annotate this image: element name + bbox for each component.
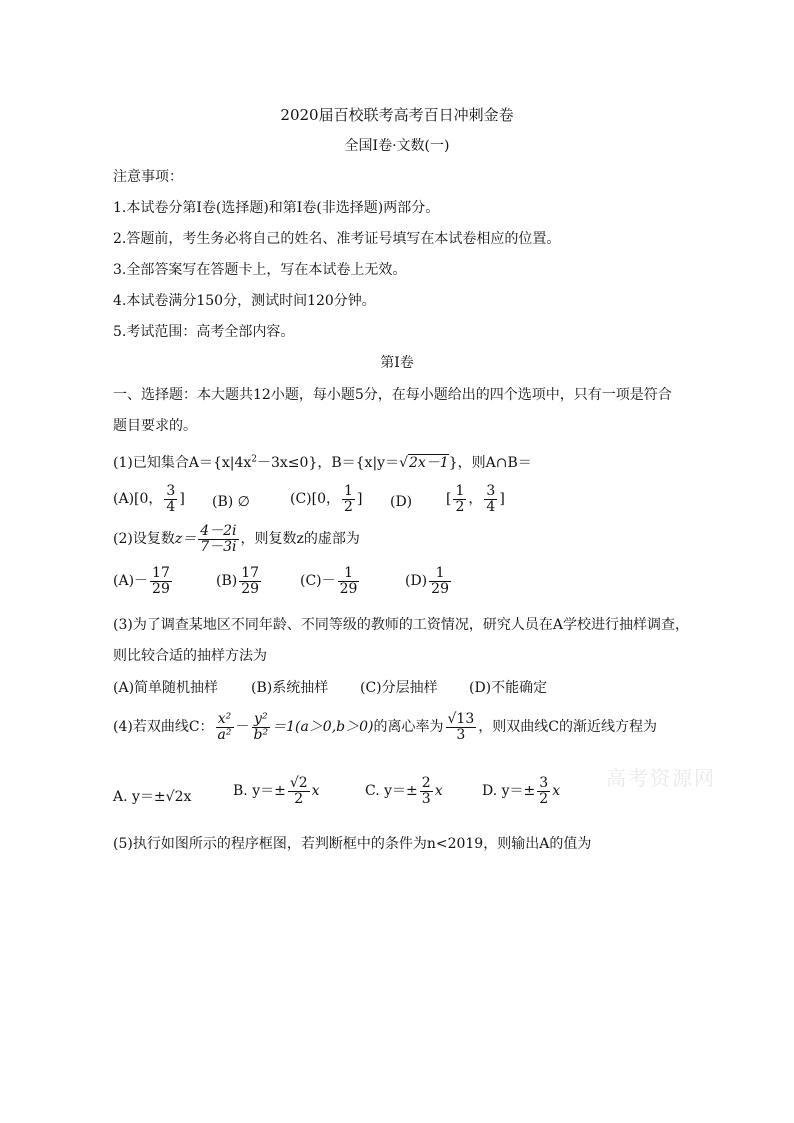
q1-option-b: (B) ∅ (212, 494, 250, 510)
q2-option-c (300, 566, 361, 596)
q1-radicand: 2x－1 (409, 455, 449, 471)
frac-num: √13 (447, 711, 475, 727)
fraction (164, 484, 177, 514)
q2-option-b-pre: (B) (216, 573, 238, 590)
fraction (484, 484, 497, 514)
q1-option-d (446, 484, 505, 514)
section-intro-cont: 题目要求的。 (113, 418, 197, 434)
q2-var: z＝ (174, 531, 197, 548)
q4-option-a: A. y＝±√2x (113, 789, 192, 805)
section-title: 第I卷 (380, 355, 414, 371)
notice-heading: 注意事项： (113, 169, 183, 185)
frac-num: 2 (421, 775, 431, 791)
q1-exponent: 2 (251, 454, 257, 465)
q1-option-c-pre: (C)[0， (290, 491, 341, 508)
question-3-stem: (3)为了调查某地区不同年龄、不同等级的教师的工资情况，研究人员在A学校进行抽样调查， (113, 617, 689, 633)
q4-option-b-post: x (311, 783, 320, 800)
frac-num: 1 (435, 565, 445, 581)
q4-option-c-pre: C. y＝± (365, 783, 418, 800)
q4-option-c-post: x (434, 783, 443, 800)
q4-text-b: 的离心率为 (373, 719, 444, 736)
q4-option-d (482, 776, 560, 806)
frac-den: 7－3i (200, 538, 237, 555)
fraction (342, 484, 355, 514)
frac-num: 17 (152, 565, 170, 581)
frac-num: 4－2i (200, 523, 237, 539)
notice-item: 5.考试范围：高考全部内容。 (113, 324, 295, 340)
fraction (216, 712, 234, 742)
notice-item: 3.全部答案写在答题卡上，写在本试卷上无效。 (113, 262, 407, 278)
frac-den: 29 (431, 580, 449, 597)
minus-sign: － (235, 719, 250, 736)
watermark: 高考资源网 (606, 766, 716, 790)
separator: ， (468, 491, 483, 508)
frac-num: y² (254, 711, 268, 727)
q1-text-a: (1)已知集合A＝{x|4x (113, 455, 252, 471)
fraction (198, 524, 238, 554)
fraction (252, 712, 271, 742)
question-1-stem (113, 452, 532, 472)
q3-option-c: (C)分层抽样 (360, 680, 438, 696)
q3-option-d: (D)不能确定 (469, 680, 548, 696)
q1-option-c (290, 484, 362, 514)
frac-den: 4 (166, 498, 176, 515)
q1-option-a-pre: (A)[0， (113, 491, 163, 508)
q1-text-c: }，则A∩B＝ (448, 455, 532, 471)
fraction (288, 776, 310, 806)
notice-item: 4.本试卷满分150分，测试时间120分钟。 (113, 293, 376, 309)
q4-option-b (233, 776, 320, 806)
q2-option-d-pre: (D) (405, 573, 428, 590)
frac-num: 1 (344, 565, 354, 581)
frac-num: 1 (344, 483, 353, 499)
question-5-stem: (5)执行如图所示的程序框图，若判断框中的条件为n<2019，则输出A的值为 (113, 836, 592, 852)
frac-num: 3 (539, 775, 549, 791)
frac-den: 2 (539, 790, 549, 807)
question-4-stem (113, 712, 657, 742)
frac-den: 29 (339, 580, 358, 597)
frac-den: 3 (421, 790, 431, 807)
q4-option-c (365, 776, 443, 806)
q1-option-d-pre: [ (446, 491, 452, 508)
frac-den: 2 (288, 791, 310, 807)
q2-option-c-pre: (C)－ (300, 573, 336, 590)
frac-den: 3 (446, 727, 477, 743)
q2-option-a (113, 566, 174, 596)
q2-option-a-pre: (A)－ (113, 573, 149, 590)
fraction (453, 484, 466, 514)
frac-num: 3 (486, 483, 496, 499)
q2-option-d (405, 566, 453, 596)
fraction (537, 776, 550, 806)
q1-option-a (113, 484, 185, 514)
fraction (150, 566, 172, 596)
q1-option-d-post: ] (499, 491, 505, 508)
q3-option-a: (A)简单随机抽样 (113, 680, 219, 696)
fraction (420, 776, 433, 806)
frac-den: 2 (455, 498, 465, 515)
fraction (338, 566, 360, 596)
frac-den: 4 (486, 498, 496, 515)
fraction (429, 566, 451, 596)
question-3-stem-cont: 则比较合适的抽样方法为 (113, 648, 267, 664)
q1-option-c-post: ] (356, 491, 363, 508)
question-2-stem (113, 524, 360, 554)
q3-option-b: (B)系统抽样 (251, 680, 329, 696)
frac-num: 17 (241, 565, 260, 581)
q2-text-b: ，则复数z的虚部为 (240, 531, 360, 548)
frac-den: 29 (152, 580, 170, 597)
q2-text-a: (2)设复数 (113, 531, 175, 548)
q2-option-b (216, 566, 263, 596)
q4-text-c: ，则双曲线C的渐近线方程为 (478, 719, 657, 736)
q1-option-a-post: ] (179, 491, 185, 508)
frac-num: √2 (289, 775, 308, 791)
frac-den: b² (253, 726, 269, 743)
fraction (239, 566, 261, 596)
frac-den: 29 (241, 580, 260, 597)
page-title: 2020届百校联考高考百日冲刺金卷 (280, 106, 514, 124)
fraction (446, 712, 477, 742)
sqrt-icon: √ (399, 455, 408, 471)
q1-text-b: －3x≤0}，B＝{x|y＝ (257, 455, 400, 471)
page-subtitle: 全国I卷·文数(一) (344, 138, 450, 154)
notice-item: 2.答题前，考生务必将自己的姓名、准考证号填写在本试卷相应的位置。 (113, 231, 561, 247)
frac-den: 2 (344, 498, 353, 515)
notice-item: 1.本试卷分第I卷(选择题)和第I卷(非选择题)两部分。 (113, 200, 440, 216)
frac-den: a² (217, 726, 232, 743)
q1-option-d-label: (D) (390, 494, 413, 510)
q4-condition: ＝1(a＞0,b＞0) (272, 719, 374, 736)
frac-num: 1 (455, 483, 465, 499)
section-intro: 一、选择题：本大题共12小题，每小题5分，在每小题给出的四个选项中，只有一项是符合 (113, 387, 672, 403)
q4-option-d-post: x (552, 783, 561, 800)
q4-option-d-pre: D. y＝± (482, 783, 536, 800)
frac-num: 3 (166, 483, 176, 499)
frac-num: x² (217, 711, 232, 727)
q4-text-a: (4)若双曲线C： (113, 719, 214, 736)
q4-option-b-pre: B. y＝± (233, 783, 286, 800)
